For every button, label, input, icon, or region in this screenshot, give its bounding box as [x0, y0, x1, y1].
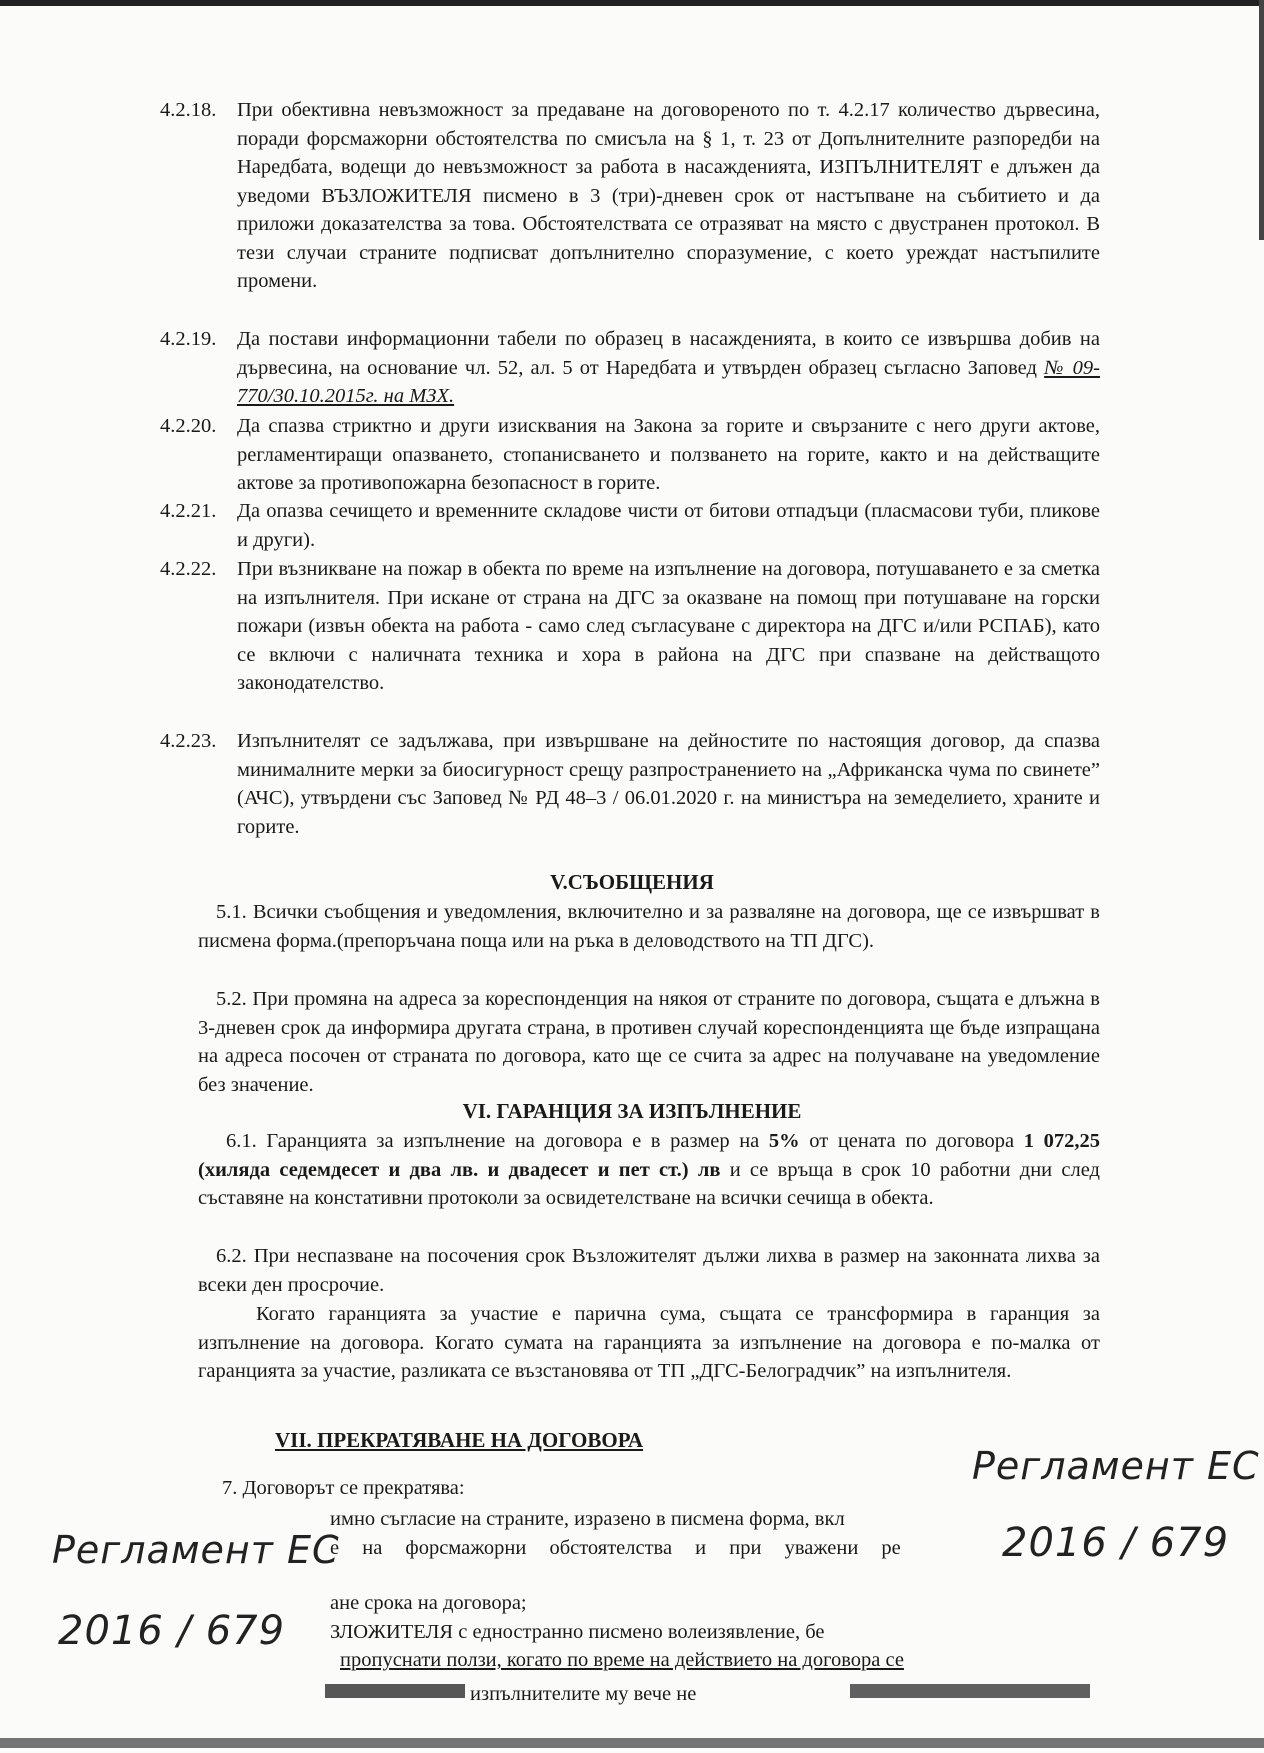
partial-line-6: изпълнителите му вече не — [470, 1683, 697, 1705]
text-run: от цената по договора — [809, 1130, 1015, 1152]
paragraph-6-3: Когато гаранцията за участие е парична сума, същата се трансформира в гаранция за изпълнение на договора. Когато сумата на гаранцията за изпълнение на договора е по-малка от гаранцията за участие, разликата се възстановява от ТП „ДГС-Белоградчик” на изпълнителя. — [198, 1303, 1100, 1382]
text-run: 6.1. Гаранцията за изпълнение на договора е в размер на — [226, 1130, 760, 1152]
paragraph-5-1: 5.1. Всички съобщения и уведомления, включително и за разваляне на договора, ще се извършват в писмена форма.(препоръчана поща или на ръка в деловодството на ТП ДГС). — [198, 901, 1100, 952]
paragraph-6-1 — [198, 1127, 1100, 1213]
order-reference: № 09-770/30.10.2015г. на МЗХ. — [237, 356, 1100, 407]
scan-edge-top — [0, 0, 1264, 6]
paragraph-7: 7. Договорът се прекратява: — [222, 1477, 465, 1499]
paragraph-6-2: 6.2. При неспазване на посочения срок Възложителят дължи лихва в размер на законната лихва за всеки ден просрочие. — [198, 1245, 1100, 1296]
text-run: и се връща в срок 10 работни дни след съставяне на констативни протоколи за освидетелстване на всички сечища в обекта. — [198, 1158, 1100, 1209]
clause-number: 4.2.20. — [160, 415, 217, 437]
amount-value: 1 072,25 (хиляда седемдесет и два лв. и двадесет и пет ст.) лв — [198, 1130, 1101, 1181]
percent-value: 5% — [768, 1130, 800, 1152]
section-heading-5: V.СЪОБЩЕНИЯ — [550, 870, 714, 894]
clause-text — [237, 325, 1100, 411]
clause-body: Да постави информационни табели по образец в насажденията, в които се извършва добив на дървесина, на основание чл. 52, ал. 5 от Наредбата и утвърден образец съгласно Заповед — [237, 328, 1100, 379]
partial-line-2: е на форсмажорни обстоятелства и при уважени ре — [330, 1537, 901, 1559]
clause-number: 4.2.19. — [160, 328, 217, 350]
redaction-smudge — [850, 1684, 1090, 1698]
clause-number: 4.2.21. — [160, 500, 217, 522]
handwritten-note-right-2: 2016 / 679 — [1002, 1520, 1230, 1566]
clause-text: При обективна невъзможност за предаване на договореното по т. 4.2.17 количество дървесина, поради форсмажорни обстоятелства по смисъла на § 1, т. 23 от Допълнителните разпоредби на Наредбата, водещи до невъзможност за работа в насажденията, ИЗПЪЛНИТЕЛЯТ е длъжен да уведоми ВЪЗЛОЖИТЕЛЯ писмено в 3 (три)-дневен срок от настъпване на събитието и да приложи доказателства за това. Обстоятелствата се отразяват на място с двустранен протокол. В тези случаи страните подписват допълнително споразумение, с което уреждат настъпилите промени. — [237, 99, 1100, 292]
clause-text: Изпълнителят се задължава, при извършване на дейностите по настоящия договор, да спазва минималните мерки за биосигурност срещу разпространението на „Африканска чума по свинете” (АЧС), утвърдени със Заповед № РД 48–3 / 06.01.2020 г. на министъра на земеделието, храните и горите. — [237, 730, 1100, 838]
clause-text: Да опазва сечището и временните складове чисти от битови отпадъци (пласмасови туби, пликове и други). — [237, 500, 1100, 551]
scan-edge-right — [1259, 0, 1264, 240]
clause-number: 4.2.18. — [160, 99, 217, 121]
handwritten-note-left-1: Регламент ЕС — [52, 1528, 340, 1572]
partial-line-3: ане срока на договора; — [330, 1592, 527, 1614]
section-heading-7: VII. ПРЕКРАТЯВАНЕ НА ДОГОВОРА — [275, 1428, 644, 1452]
scan-edge-bottom — [0, 1738, 1264, 1748]
clause-text: Да спазва стриктно и други изисквания на Закона за горите и свързаните с него други актове, регламентиращи опазването, стопанисването и ползването на горите, както и на действащите актове за противопожарна безопасност в горите. — [237, 415, 1100, 494]
redaction-smudge — [325, 1684, 465, 1698]
clause-number: 4.2.22. — [160, 558, 217, 580]
partial-line-1: имно съгласие на страните, изразено в писмена форма, вкл — [330, 1508, 845, 1530]
partial-line-4: ЗЛОЖИТЕЛЯ с едностранно писмено волеизявление, бе — [330, 1621, 825, 1643]
paragraph-5-2: 5.2. При промяна на адреса за кореспонденция на някоя от страните по договора, същата е длъжна в 3-дневен срок да информира другата страна, в противен случай кореспонденцията ще бъде изпращана на адреса посочен от страната по договора, като ще се счита за адрес на получаване на уведомление без значение. — [198, 988, 1100, 1096]
clause-text: При възникване на пожар в обекта по време на изпълнение на договора, потушаването е за сметка на изпълнителя. При искане от страна на ДГС за оказване на помощ при потушаване на горски пожари (извън обекта на работа - само след съгласуване с директора на ДГС и/или РСПАБ), като се включи с наличната техника и хора в района на ДГС при спазване на действащото законодателство. — [237, 558, 1100, 694]
handwritten-note-left-2: 2016 / 679 — [58, 1608, 286, 1654]
section-heading-6: VI. ГАРАНЦИЯ ЗА ИЗПЪЛНЕНИЕ — [462, 1099, 802, 1123]
partial-line-5: пропуснати ползи, когато по време на действието на договора се — [340, 1649, 904, 1671]
clause-number: 4.2.23. — [160, 730, 217, 752]
handwritten-note-right-1: Регламент ЕС — [972, 1444, 1260, 1488]
